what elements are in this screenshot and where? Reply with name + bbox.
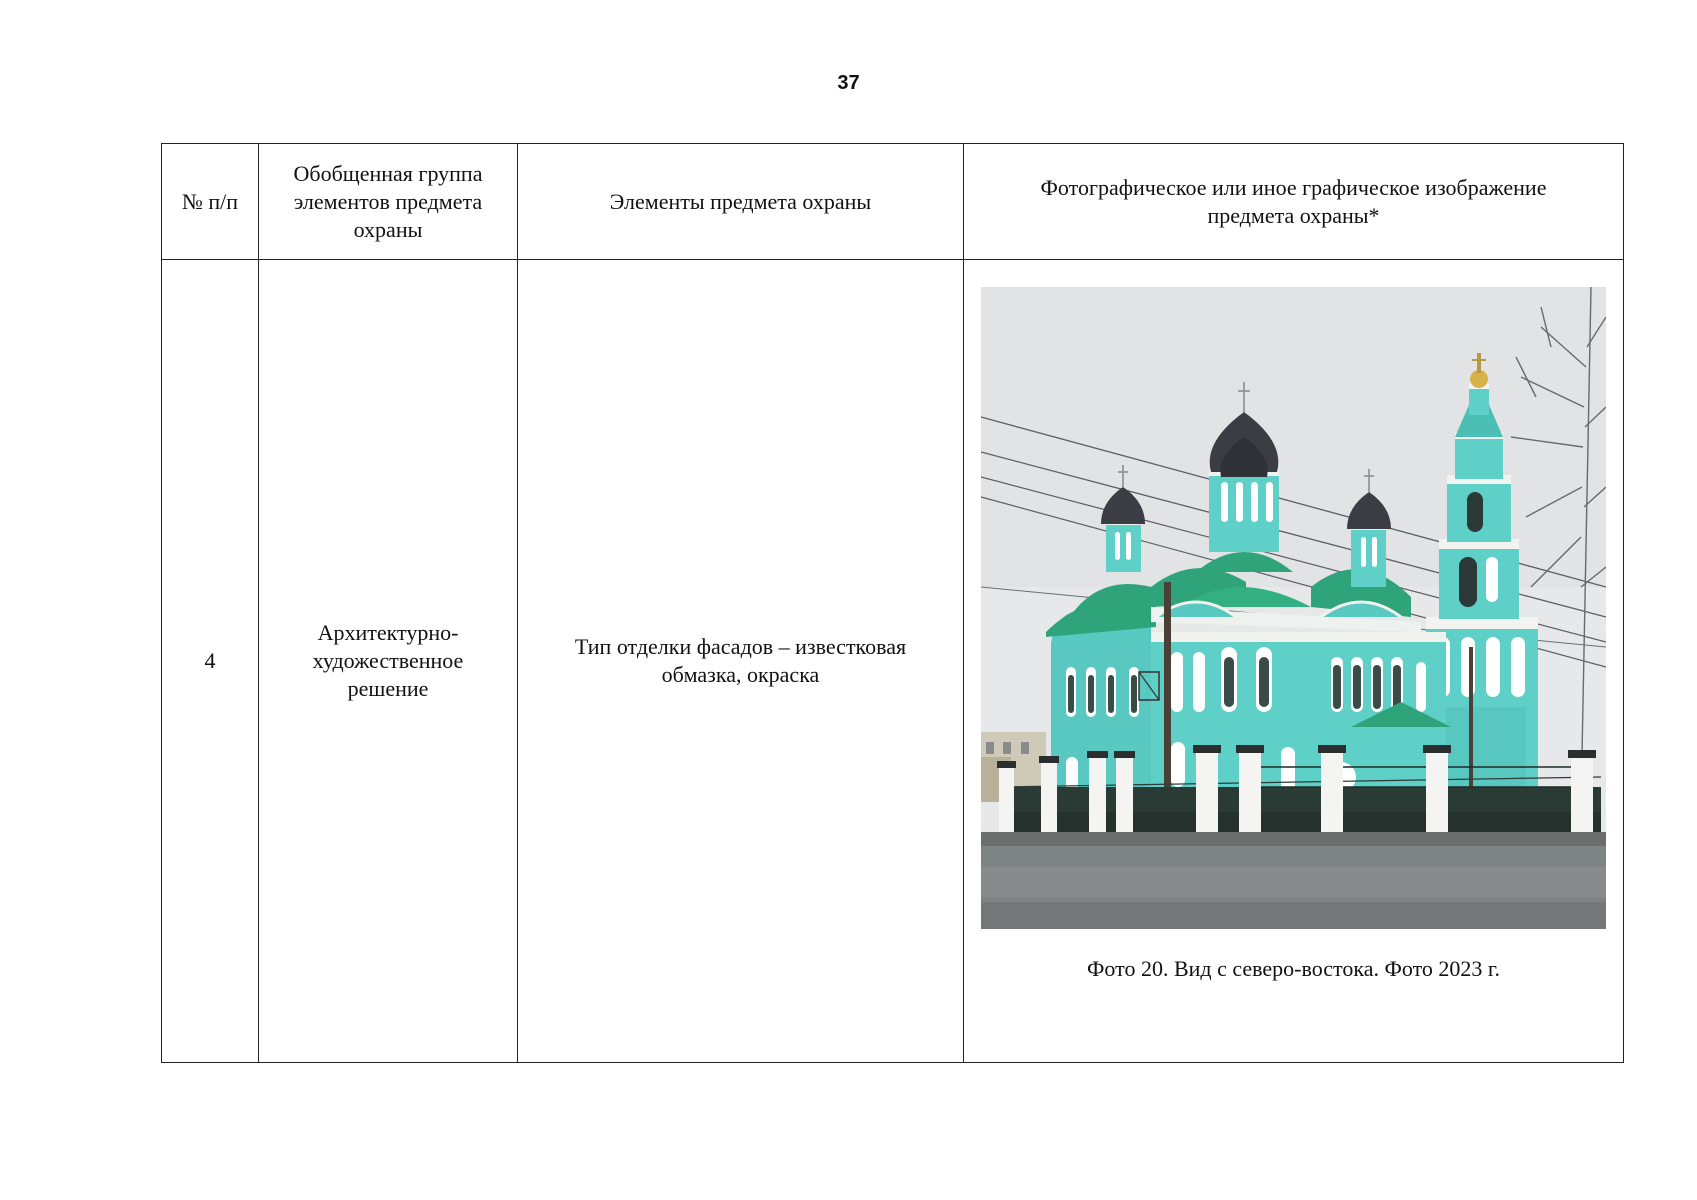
header-photo: Фотографическое или иное графическое изображение предмета охраны* bbox=[964, 144, 1624, 260]
table-row bbox=[162, 260, 1624, 1063]
church-photo-icon bbox=[981, 287, 1606, 929]
header-group: Обобщенная группа элементов предмета охраны bbox=[259, 144, 518, 260]
cell-number: 4 bbox=[162, 260, 259, 1063]
table-header-row bbox=[162, 144, 1624, 260]
church-photo bbox=[981, 287, 1606, 929]
page-number: 37 bbox=[837, 72, 860, 94]
cell-element: Тип отделки фасадов – известковая обмазка, окраска bbox=[518, 260, 964, 1063]
protection-table bbox=[161, 143, 1624, 1063]
photo-caption: Фото 20. Вид с северо-востока. Фото 2023 г. bbox=[1087, 956, 1500, 981]
cell-photo bbox=[964, 260, 1624, 1063]
cell-group: Архитектурно-художественное решение bbox=[259, 260, 518, 1063]
header-number: № п/п bbox=[162, 144, 259, 260]
header-elements: Элементы предмета охраны bbox=[518, 144, 964, 260]
